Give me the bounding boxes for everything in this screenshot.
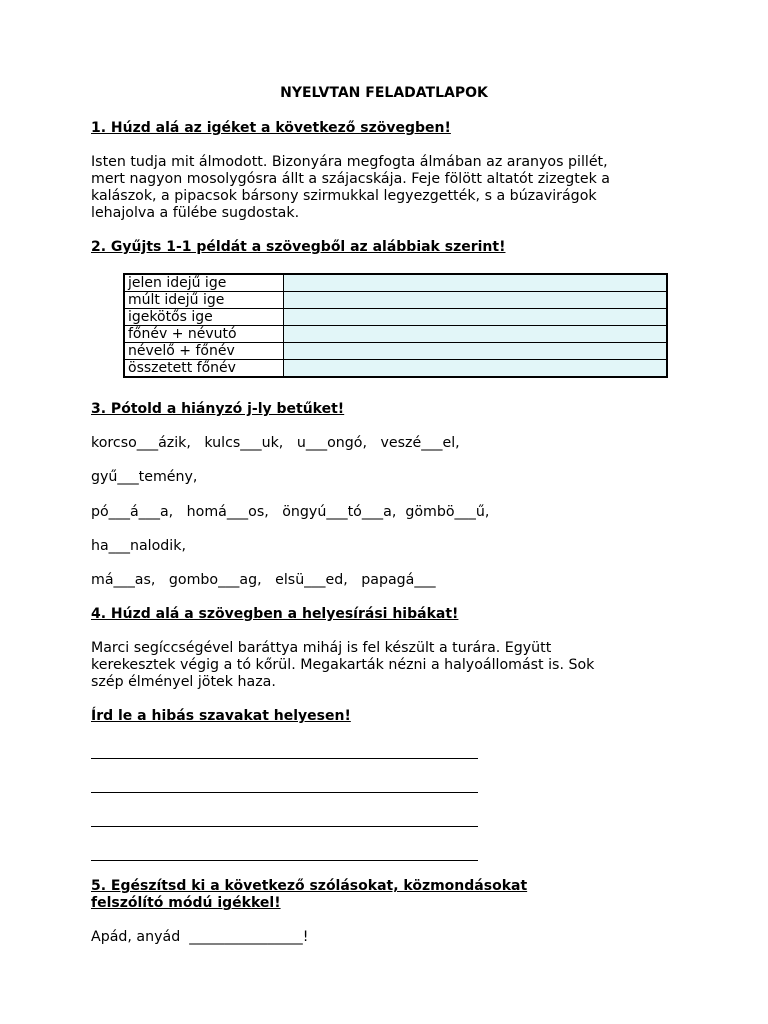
answer-cell[interactable]	[284, 309, 668, 326]
table-row	[124, 309, 667, 326]
task1-heading: 1. Húzd alá az igéket a következő szövegben!	[91, 120, 451, 136]
task1-text: Isten tudja mit álmodott. Bizonyára megfogta álmában az aranyos pillét, mert nagyon mosolygósra állt a szájacskája. Feje fölött altatót zizegtek a kalászok, a pipacsok bársony szirmukkal legyezgették, s a búzavirágok lehajolva a fülébe sugdostak.	[91, 154, 610, 221]
fill-line: má___as, gombo___ag, elsü___ed, papagá___	[91, 572, 436, 588]
answer-line[interactable]	[91, 758, 478, 759]
task5-heading-line1: 5. Egészítsd ki a következő szólásokat, közmondásokat	[91, 878, 528, 894]
table-row	[124, 292, 667, 309]
answer-line[interactable]	[91, 860, 478, 861]
fill-line: pó___á___a, homá___os, öngyú___tó___a, gömbö___ű,	[91, 504, 490, 520]
row-label: múlt idejű ige	[124, 292, 284, 309]
task4-text: Marci segíccségével baráttya miháj is fel készült a turára. Együtt kerekesztek végig a tó kőrül. Megakarták nézni a halyoállomást is. Sok szép élményel jötek haza.	[91, 640, 595, 690]
answer-cell[interactable]	[284, 292, 668, 309]
table-row	[124, 326, 667, 343]
answer-cell[interactable]	[284, 326, 668, 343]
row-label: összetett főnév	[124, 360, 284, 378]
fill-line: korcso___ázik, kulcs___uk, u___ongó, veszé___el,	[91, 435, 460, 451]
row-label: névelő + főnév	[124, 343, 284, 360]
fill-line: ha___nalodik,	[91, 538, 186, 554]
proverb-item: Apád, anyád ________________!	[91, 929, 309, 945]
answer-line[interactable]	[91, 826, 478, 827]
task3-heading: 3. Pótold a hiányzó j-ly betűket!	[91, 401, 345, 417]
answer-cell[interactable]	[284, 343, 668, 360]
row-label: jelen idejű ige	[124, 274, 284, 292]
table-row	[124, 360, 667, 378]
table-row	[124, 274, 667, 292]
answer-cell[interactable]	[284, 274, 668, 292]
task5-heading-line2: felszólító módú igékkel!	[91, 895, 281, 911]
task4-subheading: Írd le a hibás szavakat helyesen!	[91, 708, 351, 724]
table-row	[124, 343, 667, 360]
task4-heading: 4. Húzd alá a szövegben a helyesírási hibákat!	[91, 606, 459, 622]
page-title: NYELVTAN FELADATLAPOK	[280, 85, 488, 101]
examples-table	[123, 273, 668, 378]
task2-heading: 2. Gyűjts 1-1 példát a szövegből az alábbiak szerint!	[91, 239, 506, 255]
answer-line[interactable]	[91, 792, 478, 793]
answer-cell[interactable]	[284, 360, 668, 378]
row-label: igekötős ige	[124, 309, 284, 326]
fill-line: gyű___temény,	[91, 469, 198, 485]
row-label: főnév + névutó	[124, 326, 284, 343]
